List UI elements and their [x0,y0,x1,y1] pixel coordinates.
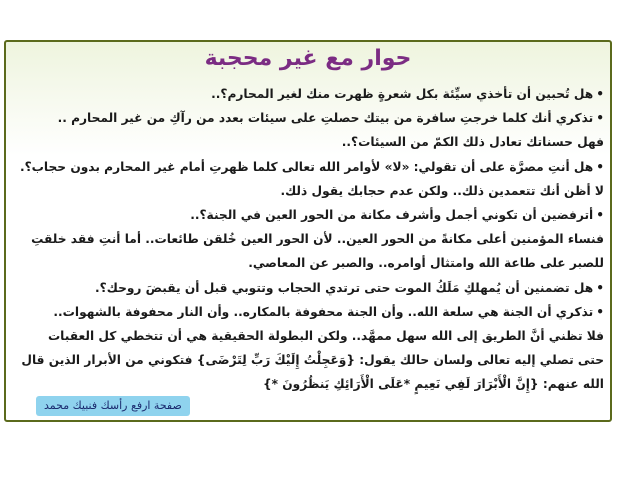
line-text: فنساء المؤمنين أعلى مكانةً من الحور العين.. لأن الحور العين خُلقن طائعات.. أما أنتِ فقد خلقتِ [31,232,604,247]
line-text: هل أنتِ مصرَّة على أن تقولي: «لا» لأوامر الله تعالى كلما ظهرتِ أمام غير المحارم بدون حجاب؟. [19,159,594,174]
text-line [10,251,604,275]
text-line [10,82,604,106]
text-line [10,106,604,130]
line-text: فهل حسناتك تعادل ذلك الكمّ من السيئات؟.. [341,135,604,150]
content-card [4,40,612,422]
line-text: لا أظن أنك تتعمدين ذلك.. ولكن عدم حجابك يقول ذلك. [280,183,604,198]
text-line [10,300,604,324]
line-text: الله عنهم: {إِنَّ الْأَبْرَارَ لَفِي نَعِيمٍ *عَلَى الْأَرَائِكِ يَنظُرُونَ *} [262,377,604,392]
bullet-icon: • [596,159,604,174]
page-title: حوار مع غير محجبة [204,46,412,71]
text-line [10,276,604,300]
text-line [10,203,604,227]
bullet-icon: • [596,87,604,101]
bullet-icon: • [596,111,604,126]
text-line [10,179,604,203]
line-text: حتى تصلي إليه تعالى ولسان حالك يقول: {وَعَجِلْتُ إِلَيْكَ رَبِّ لِتَرْضَى} فتكوني من الأبرار الذين قال [21,353,604,368]
bullet-icon: • [596,304,604,319]
bullet-icon: • [596,280,604,295]
article-body [10,82,604,397]
text-line [10,348,604,372]
line-text: هل تضمنين أن يُمهلكِ مَلَكُ الموت حتى ترتدي الحجاب وتتوبي قبل أن يقبضَ روحك؟. [95,280,594,295]
line-text: فلا تظني أنَّ الطريق إلى الله سهل ممهَّد.. ولكن البطولة الحقيقية هي أن تتخطي كل العقبات [47,329,604,344]
bullet-icon: • [596,208,604,223]
line-text: هل تُحبين أن تأخذي سيِّئة بكل شعرةٍ ظهرت منك لغير المحارم؟.. [211,87,594,101]
text-line [10,155,604,179]
footer-badge: صفحة ارفع رأسك فنبيك محمد [36,396,190,416]
line-text: للصبر على طاعة الله وامتثال أوامره.. والصبر عن المعاصي. [248,256,604,271]
text-line [10,372,604,396]
line-text: تذكري أنك كلما خرجتِ سافرة من بيتك حصلتِ على سيئات بعدد من رآكِ من غير المحارم .. [57,111,594,126]
line-text: أترفضين أن تكوني أجمل وأشرف مكانة من الحور العين في الجنة؟.. [190,208,594,223]
text-line [10,324,604,348]
line-text: تذكري أن الجنة هي سلعة الله.. وأن الجنة محفوفة بالمكاره.. وأن النار محفوفة بالشهوات.. [53,304,594,319]
text-line [10,130,604,154]
text-line [10,227,604,251]
